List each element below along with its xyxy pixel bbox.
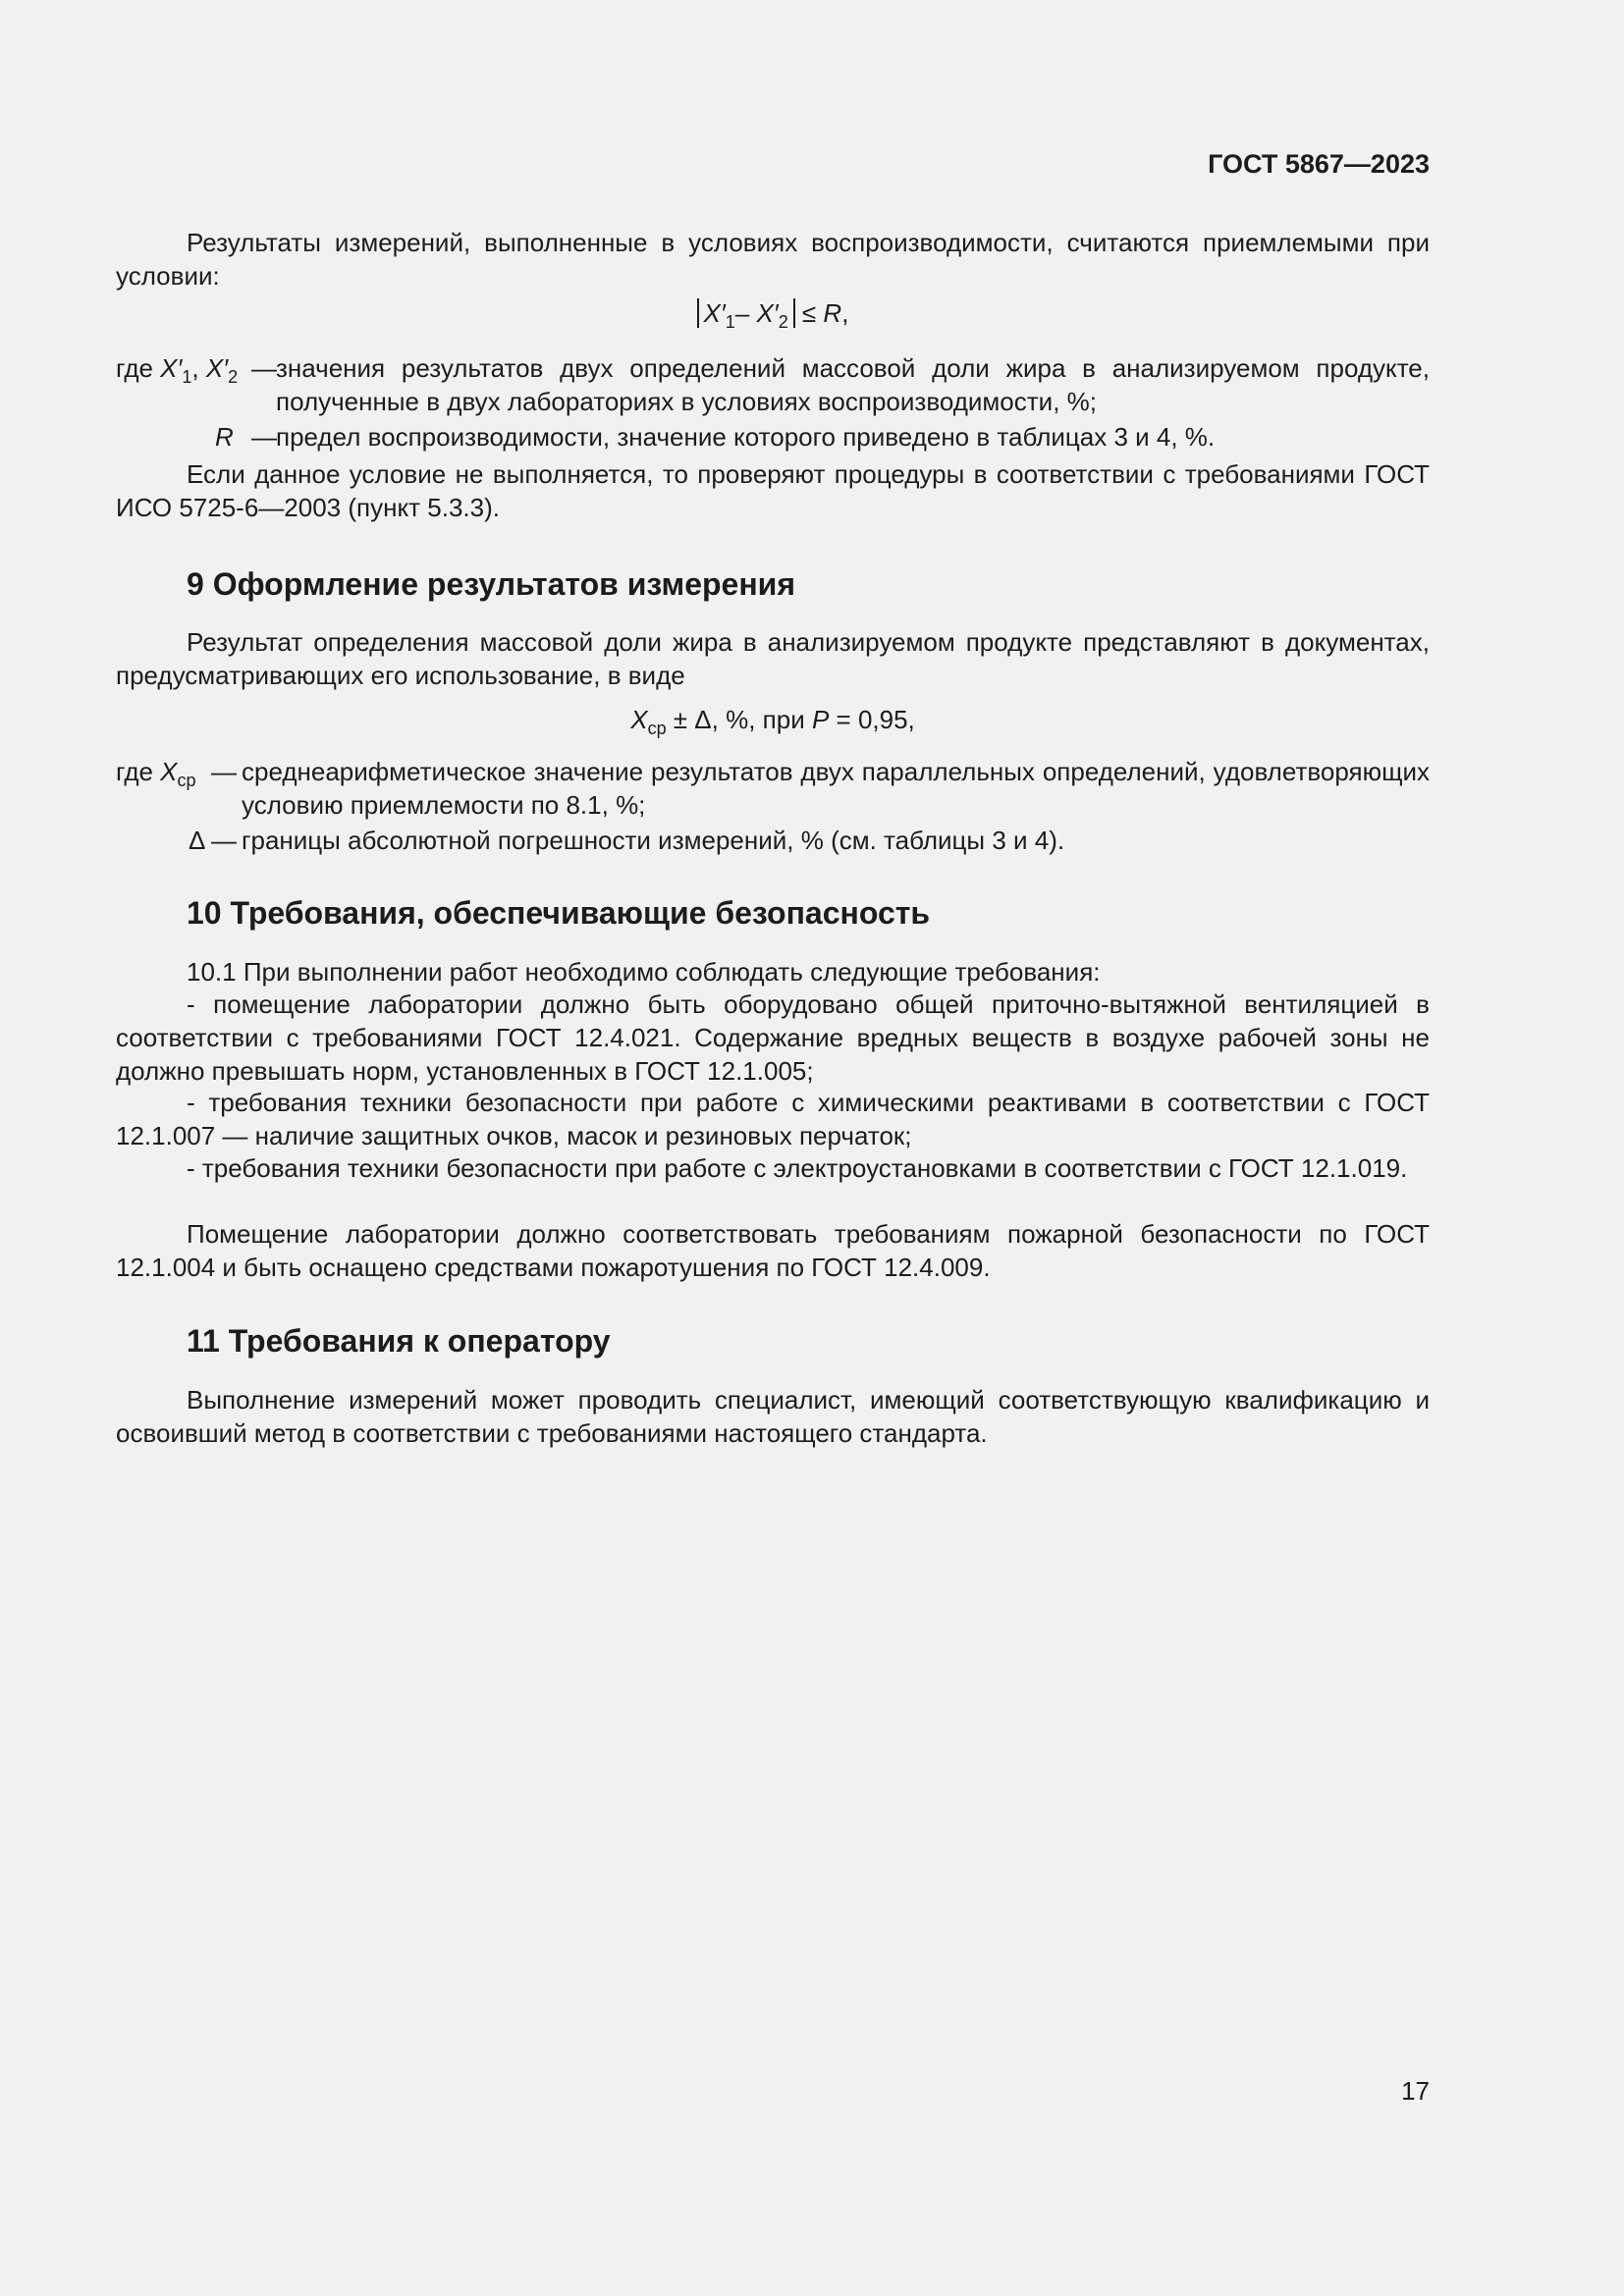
definition-term: где $X'_1$, $X'_2$ (116, 353, 239, 387)
paragraph-text: - помещение лаборатории должно быть оборудовано общей приточно-вытяжной вентиляцией в соответствии с требованиями ГОСТ 12.4.021. Содержание вредных веществ в воздухе рабочей зоны не должно превышать норм, установленных в ГОСТ 12.1.005; (116, 989, 1430, 1086)
formula-minus: – (734, 298, 757, 328)
definition-description: предел воспроизводимости, значение которого приведено в таблицах 3 и 4, %. (276, 422, 1216, 452)
paragraph-ventilation (116, 988, 1430, 1088)
definition-delta (116, 824, 1430, 857)
definition-description: значения результатов двух определений массовой доли жира в анализируемом продукте, полученные в двух лабораториях в условиях воспроизводимости, %; (276, 353, 1430, 416)
definition-term: R (215, 422, 234, 452)
definition-dash: — (211, 826, 237, 855)
paragraph-result-format (116, 625, 1430, 692)
formula-sub-1: 1 (725, 312, 735, 332)
paragraph-chemical-safety (116, 1086, 1430, 1152)
formula-result (116, 703, 1430, 736)
paragraph-electrical-safety (116, 1151, 1430, 1185)
section-heading-10: 10 Требования, обеспечивающие безопасность (187, 895, 931, 931)
definition-x1-x2 (116, 351, 1430, 418)
formula-relation: ≤ (794, 298, 824, 328)
paragraph-reproducibility-fail (116, 457, 1430, 524)
formula-var-p: P (811, 705, 830, 734)
definition-description: границы абсолютной погрешности измерений, % (см. таблицы 3 и 4). (242, 826, 1065, 855)
paragraph-10-1 (116, 955, 1430, 988)
definition-dash: — (251, 422, 277, 452)
formula-middle: ± Δ, %, при (666, 705, 812, 734)
definition-dash: — (211, 757, 237, 786)
paragraph-fire-safety (116, 1217, 1430, 1284)
definition-term: где $X_{ср}$ (116, 757, 196, 790)
definition-term: Δ (189, 826, 206, 855)
document-page (116, 0, 1430, 2296)
paragraph-text: Если данное условие не выполняется, то проверяют процедуры в соответствии с требованиями ГОСТ ИСО 5725-6—2003 (пункт 5.3.3). (116, 459, 1430, 522)
formula-sub-2: 2 (778, 312, 788, 332)
definition-dash: — (251, 353, 277, 383)
paragraph-text: 10.1 При выполнении работ необходимо соблюдать следующие требования: (187, 957, 1101, 987)
definition-description: среднеарифметическое значение результатов двух параллельных определений, удовлетворяющих условию приемлемости по 8.1, %; (242, 757, 1430, 820)
paragraph-text: Помещение лаборатории должно соответствовать требованиям пожарной безопасности по ГОСТ 12.1.004 и быть оснащено средствами пожаротушения по ГОСТ 12.4.009. (116, 1219, 1430, 1282)
paragraph-text: - требования техники безопасности при работе с химическими реактивами в соответствии с ГОСТ 12.1.007 — наличие защитных очков, масок и резиновых перчаток; (116, 1088, 1430, 1150)
absolute-value-expression (697, 298, 795, 332)
formula-tail: , (841, 298, 849, 328)
section-heading-9: 9 Оформление результатов измерения (187, 566, 795, 602)
definition-xcp (116, 755, 1430, 822)
formula-var-x1: X′ (703, 298, 726, 328)
paragraph-text: Результаты измерений, выполненные в условиях воспроизводимости, считаются приемлемыми при условии: (116, 228, 1430, 291)
formula-var-r: R (823, 298, 842, 328)
definition-r (116, 420, 1430, 454)
formula-var-x2: X′ (756, 298, 779, 328)
paragraph-reproducibility-intro (116, 226, 1430, 293)
document-header: ГОСТ 5867—2023 (1208, 149, 1430, 179)
paragraph-text: Результат определения массовой доли жира в анализируемом продукте представляют в документах, предусматривающих его использование, в виде (116, 627, 1430, 690)
page-number: 17 (1401, 2076, 1430, 2106)
formula-tail: = 0,95, (829, 705, 915, 734)
formula-reproducibility (116, 296, 1430, 330)
paragraph-operator (116, 1383, 1430, 1450)
paragraph-text: Выполнение измерений может проводить специалист, имеющий соответствующую квалификацию и освоивший метод в соответствии с требованиями настоящего стандарта. (116, 1385, 1430, 1448)
section-heading-11: 11 Требования к оператору (187, 1323, 611, 1359)
formula-sub-cp: ср (647, 719, 667, 738)
formula-var-x: X (630, 705, 648, 734)
paragraph-text: - требования техники безопасности при работе с электроустановками в соответствии с ГОСТ 12.1.019. (187, 1153, 1408, 1183)
